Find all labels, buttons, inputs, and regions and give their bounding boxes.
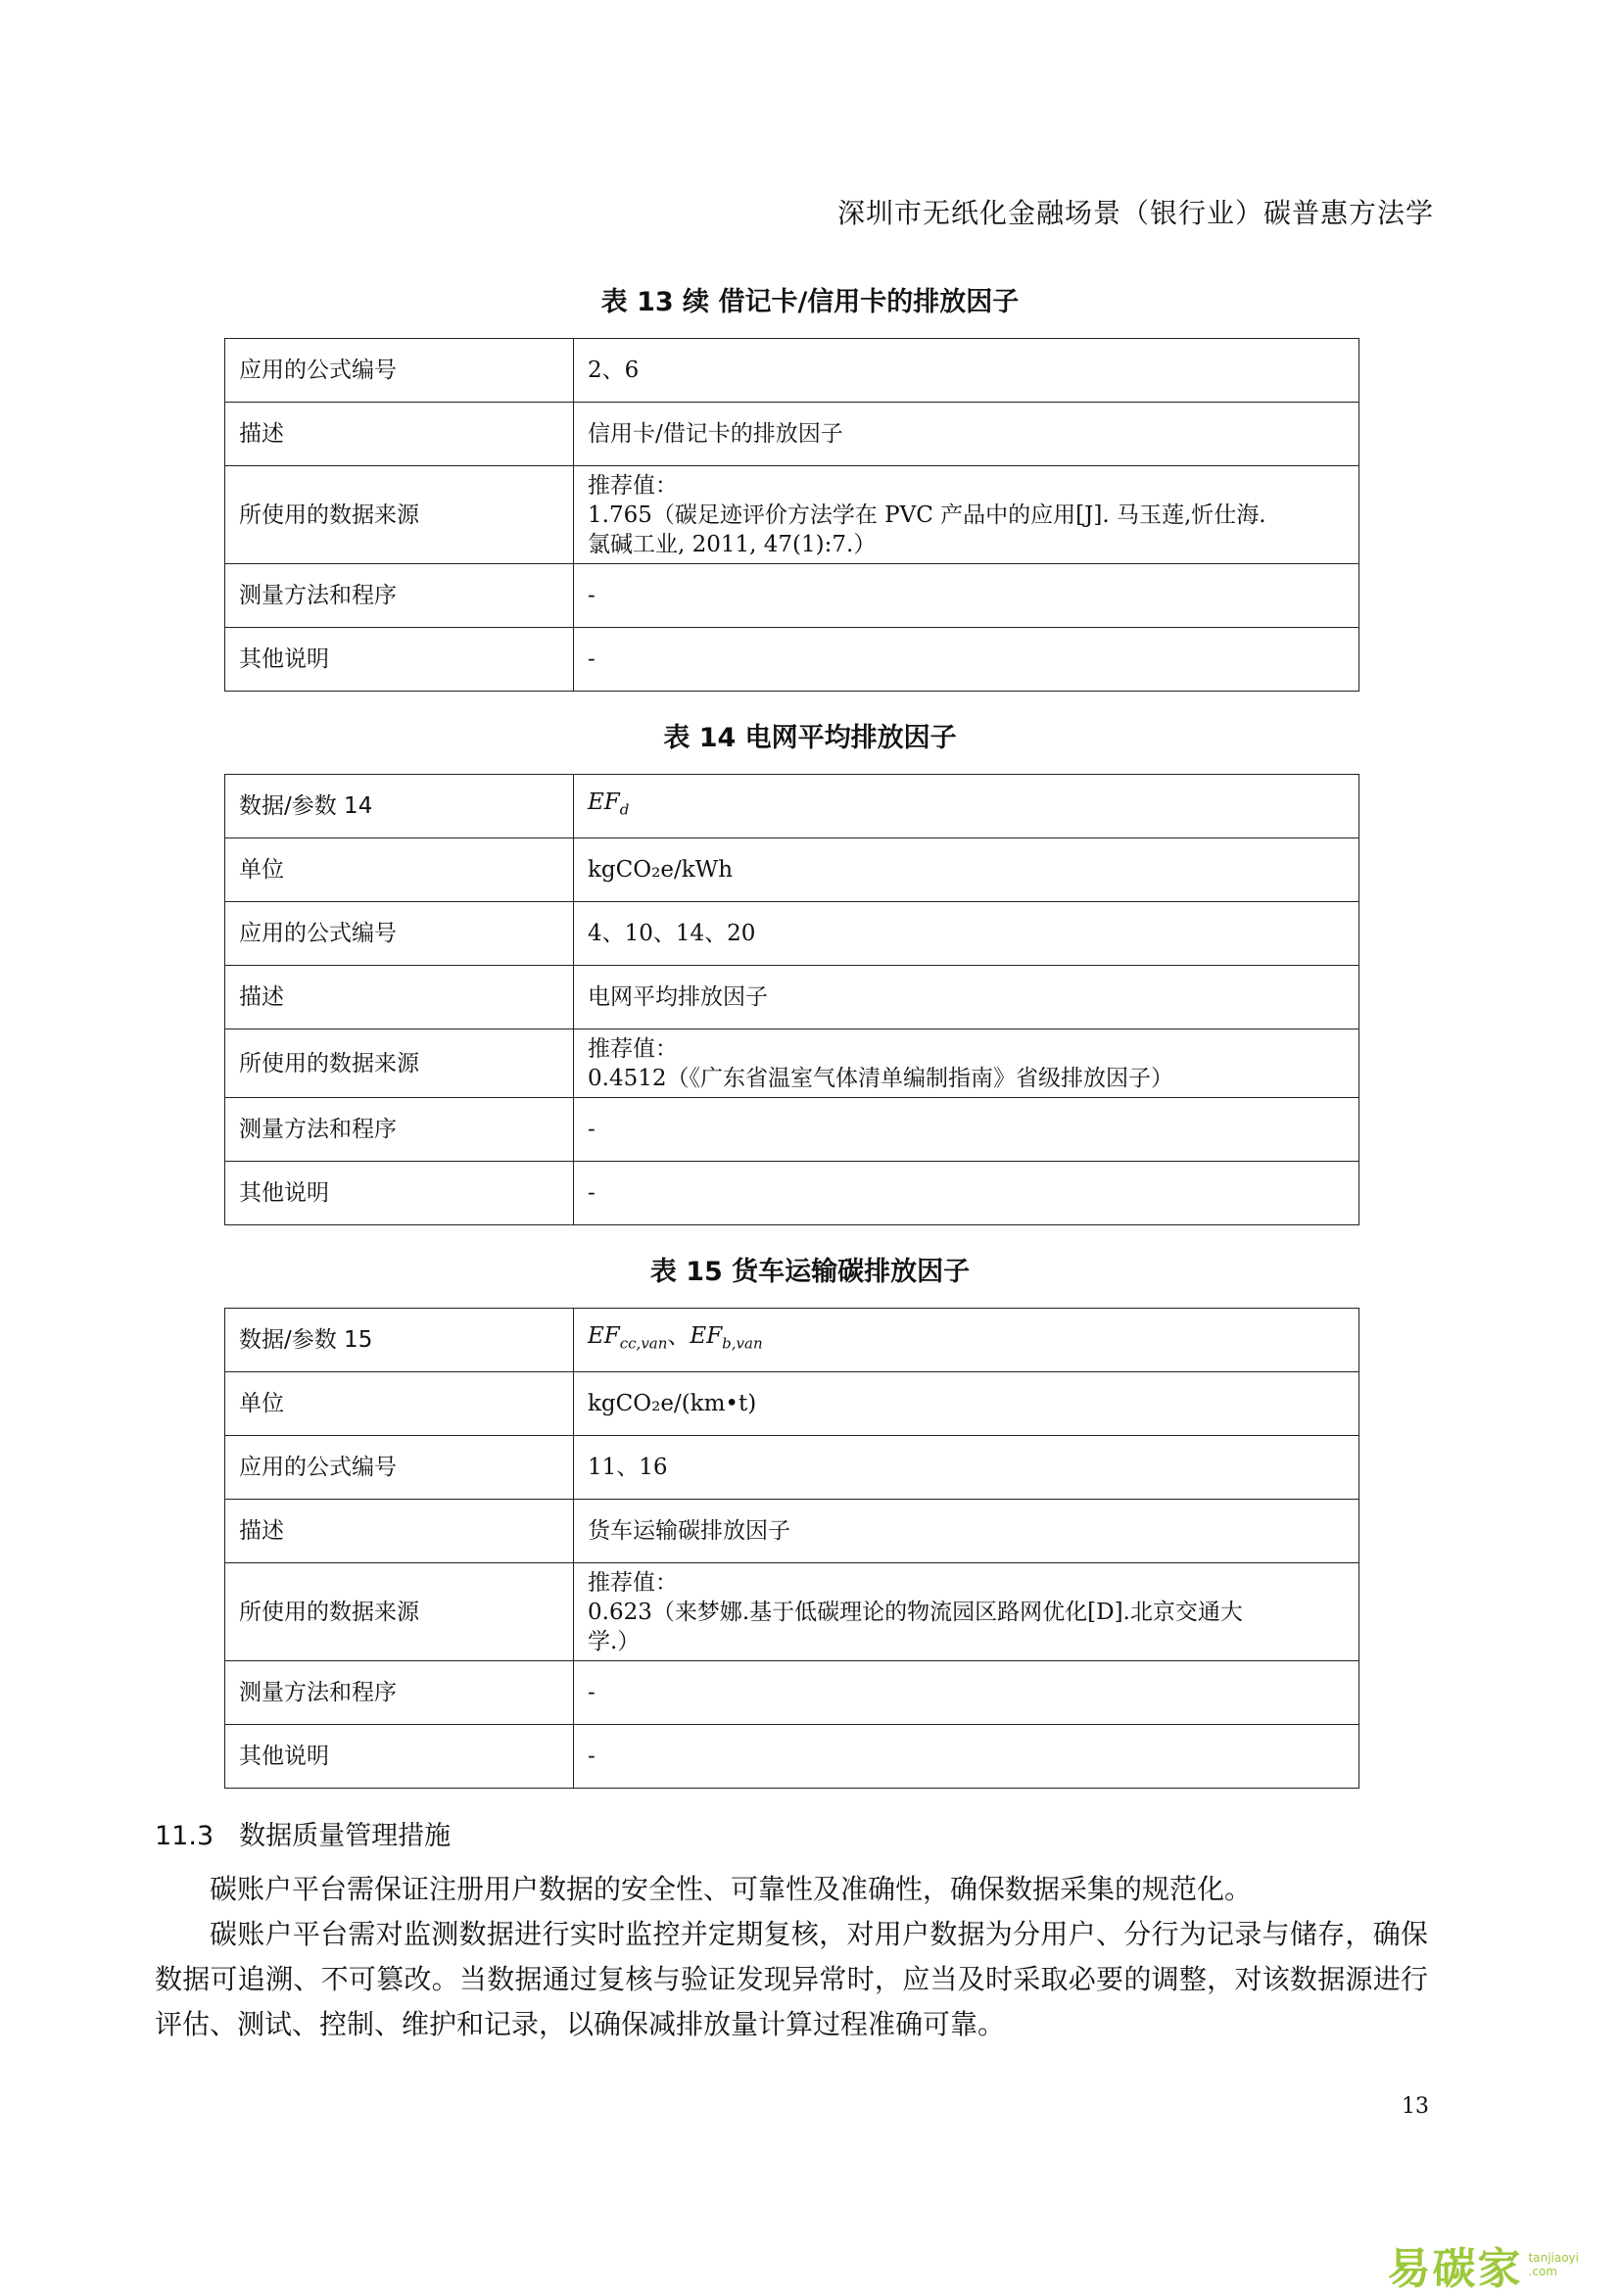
formula-symbol: $EF_d$ bbox=[588, 789, 630, 819]
formula-separator: 、 bbox=[667, 1323, 691, 1350]
row-value: kgCO₂e/kWh bbox=[574, 838, 1359, 902]
value-line: 氯碱工业, 2011, 47(1):7.） bbox=[588, 531, 877, 557]
table-row bbox=[225, 1029, 1359, 1098]
paragraph: 碳账户平台需对监测数据进行实时监控并定期复核，对用户数据为分用户、分行为记录与储存，确保数据可追溯、不可篡改。当数据通过复核与验证发现异常时，应当及时采取必要的调整，对该数据源进行评估、测试、控制、维护和记录，以确保减排放量计算过程准确可靠。 bbox=[155, 1918, 1428, 2040]
row-key: 其他说明 bbox=[225, 1725, 574, 1789]
table-row bbox=[225, 1098, 1359, 1162]
row-key: 其他说明 bbox=[225, 628, 574, 692]
row-key: 所使用的数据来源 bbox=[225, 466, 574, 564]
section-number: 11.3 bbox=[155, 1821, 214, 1851]
row-key: 数据/参数 15 bbox=[225, 1309, 574, 1372]
row-value bbox=[574, 466, 1359, 564]
row-key: 描述 bbox=[225, 403, 574, 466]
row-value bbox=[574, 1029, 1359, 1098]
row-value: - bbox=[574, 1098, 1359, 1162]
value-line: 0.4512（《广东省温室气体清单编制指南》省级排放因子） bbox=[588, 1065, 1173, 1091]
table-row bbox=[225, 1309, 1359, 1372]
table-row bbox=[225, 628, 1359, 692]
value-line: 1.765（碳足迹评价方法学在 PVC 产品中的应用[J]. 马玉莲,忻仕海. bbox=[588, 502, 1266, 528]
table-row bbox=[225, 1500, 1359, 1563]
row-key: 描述 bbox=[225, 1500, 574, 1563]
table-15-caption: 表 15 货车运输碳排放因子 bbox=[649, 1257, 971, 1287]
table-row bbox=[225, 1162, 1359, 1225]
section-title: 数据质量管理措施 bbox=[239, 1821, 452, 1851]
table-14 bbox=[224, 774, 1359, 1225]
table-14-caption: 表 14 电网平均排放因子 bbox=[663, 723, 957, 753]
table-row bbox=[225, 966, 1359, 1029]
row-value: - bbox=[574, 628, 1359, 692]
row-value: 信用卡/借记卡的排放因子 bbox=[574, 403, 1359, 466]
row-value: 11、16 bbox=[574, 1436, 1359, 1500]
row-key: 其他说明 bbox=[225, 1162, 574, 1225]
row-key: 单位 bbox=[225, 1372, 574, 1436]
table-row bbox=[225, 1436, 1359, 1500]
row-value bbox=[574, 775, 1359, 838]
row-key: 应用的公式编号 bbox=[225, 902, 574, 966]
row-value: 2、6 bbox=[574, 339, 1359, 403]
page-number: 13 bbox=[1402, 2094, 1429, 2119]
value-line: 推荐值： bbox=[588, 472, 678, 499]
row-value: - bbox=[574, 1162, 1359, 1225]
table-row bbox=[225, 838, 1359, 902]
row-key: 所使用的数据来源 bbox=[225, 1029, 574, 1098]
table-row bbox=[225, 775, 1359, 838]
row-value bbox=[574, 1563, 1359, 1661]
row-key: 描述 bbox=[225, 966, 574, 1029]
value-line: 学.） bbox=[588, 1628, 641, 1654]
table-row bbox=[225, 902, 1359, 966]
watermark-url: tanjiaoyi .com bbox=[1528, 2251, 1579, 2278]
table-row bbox=[225, 1661, 1359, 1725]
row-value: 4、10、14、20 bbox=[574, 902, 1359, 966]
table-row bbox=[225, 1563, 1359, 1661]
formula-symbol: $EF_{b,van}$ bbox=[690, 1323, 763, 1353]
row-value: kgCO₂e/(km•t) bbox=[574, 1372, 1359, 1436]
table-row bbox=[225, 466, 1359, 564]
row-key: 所使用的数据来源 bbox=[225, 1563, 574, 1661]
row-value: - bbox=[574, 1725, 1359, 1789]
row-key: 单位 bbox=[225, 838, 574, 902]
document-header: 深圳市无纸化金融场景（银行业）碳普惠方法学 bbox=[836, 197, 1434, 229]
row-value bbox=[574, 1309, 1359, 1372]
table-row bbox=[225, 339, 1359, 403]
table-15 bbox=[224, 1308, 1359, 1789]
table-row bbox=[225, 1725, 1359, 1789]
table-row bbox=[225, 564, 1359, 628]
section-heading bbox=[155, 1814, 451, 1852]
row-key: 测量方法和程序 bbox=[225, 1661, 574, 1725]
row-value: 货车运输碳排放因子 bbox=[574, 1500, 1359, 1563]
table-13-caption: 表 13 续 借记卡/信用卡的排放因子 bbox=[600, 287, 1020, 317]
value-line: 推荐值： bbox=[588, 1569, 678, 1596]
row-value: - bbox=[574, 1661, 1359, 1725]
row-value: - bbox=[574, 564, 1359, 628]
table-row bbox=[225, 403, 1359, 466]
paragraph: 碳账户平台需保证注册用户数据的安全性、可靠性及准确性，确保数据采集的规范化。 bbox=[210, 1873, 1253, 1905]
watermark-logo bbox=[1388, 2233, 1579, 2296]
watermark-text: 易碳家 bbox=[1387, 2244, 1523, 2294]
row-key: 数据/参数 14 bbox=[225, 775, 574, 838]
table-13 bbox=[224, 338, 1359, 692]
row-key: 应用的公式编号 bbox=[225, 339, 574, 403]
value-line: 0.623（来梦娜.基于低碳理论的物流园区路网优化[D].北京交通大 bbox=[588, 1599, 1243, 1625]
section-body bbox=[155, 1867, 1428, 2047]
row-key: 测量方法和程序 bbox=[225, 1098, 574, 1162]
row-value: 电网平均排放因子 bbox=[574, 966, 1359, 1029]
row-key: 测量方法和程序 bbox=[225, 564, 574, 628]
formula-symbol: $EF_{cc,van}$ bbox=[588, 1323, 668, 1353]
value-line: 推荐值： bbox=[588, 1035, 678, 1062]
table-row bbox=[225, 1372, 1359, 1436]
row-key: 应用的公式编号 bbox=[225, 1436, 574, 1500]
